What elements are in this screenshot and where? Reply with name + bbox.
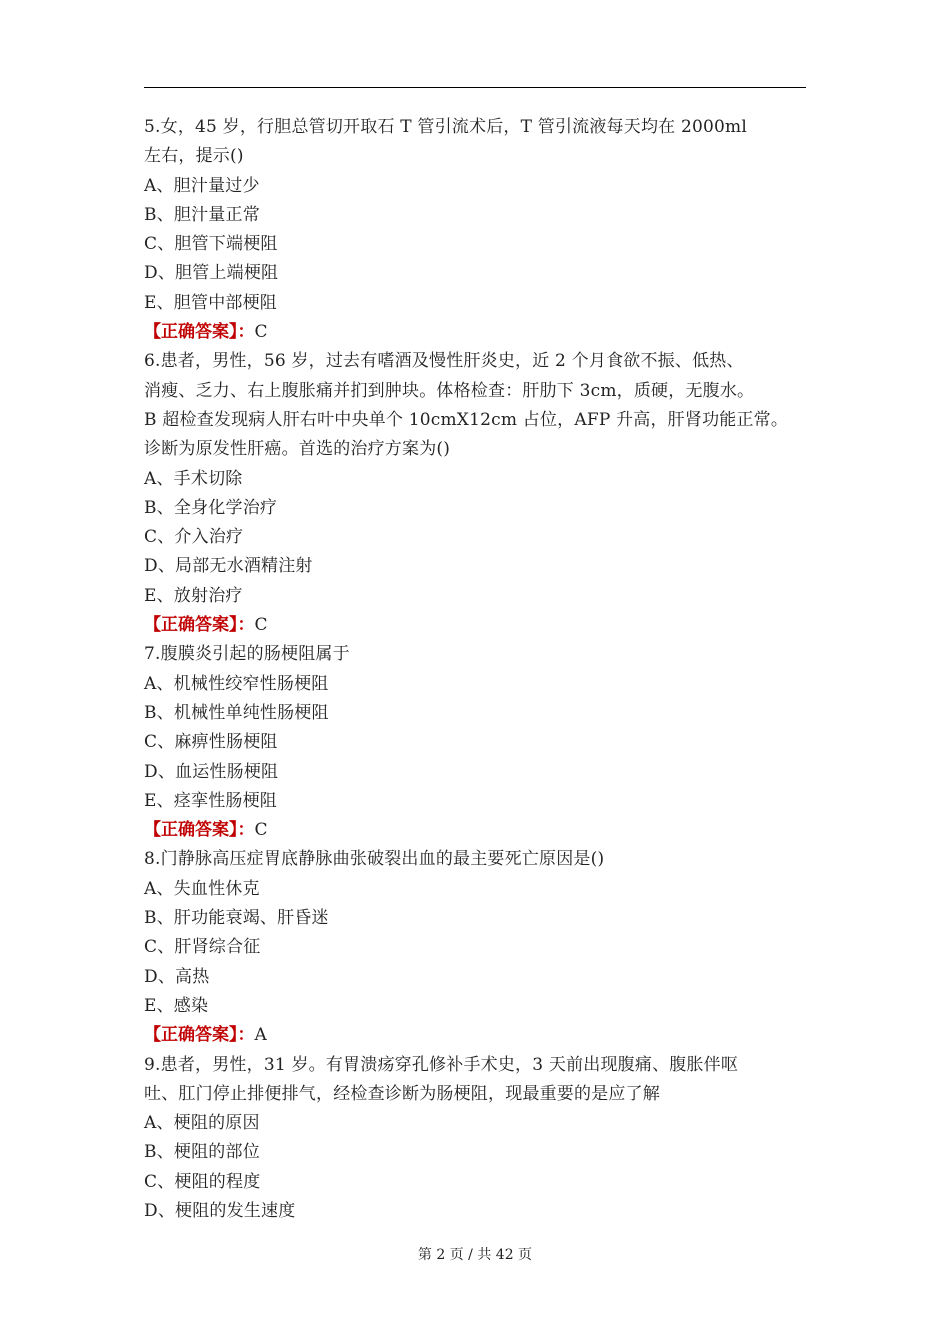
question-text-line: 7.腹膜炎引起的肠梗阻属于 <box>144 644 350 665</box>
question-text-line: 8.门静脉高压症胃底静脉曲张破裂出血的最主要死亡原因是() <box>144 849 605 870</box>
answer-value: A <box>254 1025 267 1046</box>
option-c: C、梗阻的程度 <box>144 1171 261 1192</box>
question-text-line: B 超检查发现病人肝右叶中央单个 10cmX12cm 占位，AFP 升高，肝肾功能正常。 <box>144 409 789 430</box>
question-text-line: 5.女，45 岁，行胆总管切开取石 T 管引流术后，T 管引流液每天均在 2000ml <box>144 117 747 137</box>
option-a: A、梗阻的原因 <box>144 1113 260 1134</box>
answer-value: C <box>254 615 268 636</box>
question-text-line: 诊断为原发性肝癌。首选的治疗方案为() <box>144 439 451 460</box>
option-d: D、高热 <box>144 966 210 987</box>
question-text-line: 9.患者，男性，31 岁。有胃溃疡穿孔修补手术史，3 天前出现腹痛、腹胀伴呕 <box>144 1054 739 1075</box>
option-c: C、介入治疗 <box>144 527 244 548</box>
option-e: E、痉挛性肠梗阻 <box>144 790 278 811</box>
option-b: B、梗阻的部位 <box>144 1142 260 1163</box>
option-b: B、肝功能衰竭、肝昏迷 <box>144 908 329 929</box>
question-text-line: 吐、肛门停止排便排气，经检查诊断为肠梗阻，现最重要的是应了解 <box>144 1083 660 1104</box>
option-b: B、全身化学治疗 <box>144 497 278 518</box>
answer-label: 【正确答案】： <box>144 1025 255 1046</box>
question-6 <box>144 347 816 640</box>
option-d: D、梗阻的发生速度 <box>144 1200 296 1221</box>
question-9 <box>144 1051 816 1227</box>
question-list <box>144 113 816 1226</box>
option-c: C、胆管下端梗阻 <box>144 234 278 255</box>
option-a: A、胆汁量过少 <box>144 175 260 196</box>
correct-answer <box>144 318 816 347</box>
option-d: D、血运性肠梗阻 <box>144 761 279 782</box>
correct-answer <box>144 1021 816 1050</box>
header-rule <box>144 87 806 88</box>
option-a: A、手术切除 <box>144 468 243 489</box>
option-c: C、肝肾综合征 <box>144 937 261 958</box>
answer-label: 【正确答案】： <box>144 820 255 841</box>
question-7 <box>144 640 816 845</box>
option-d: D、胆管上端梗阻 <box>144 263 279 284</box>
option-b: B、机械性单纯性肠梗阻 <box>144 702 329 723</box>
answer-label: 【正确答案】： <box>144 322 255 343</box>
question-5 <box>144 113 816 347</box>
option-e: E、放射治疗 <box>144 585 243 606</box>
question-text-line: 6.患者，男性，56 岁，过去有嗜酒及慢性肝炎史，近 2 个月食欲不振、低热、 <box>144 351 744 372</box>
option-c: C、麻痹性肠梗阻 <box>144 732 278 753</box>
question-text-line: 左右，提示() <box>144 146 244 167</box>
option-b: B、胆汁量正常 <box>144 204 260 225</box>
option-a: A、机械性绞窄性肠梗阻 <box>144 673 329 694</box>
page-footer: 第 2 页 / 共 42 页 <box>417 1247 533 1263</box>
option-e: E、胆管中部梗阻 <box>144 292 278 313</box>
option-d: D、局部无水酒精注射 <box>144 556 313 577</box>
answer-value: C <box>254 820 268 841</box>
correct-answer <box>144 611 816 640</box>
option-a: A、失血性休克 <box>144 878 260 899</box>
correct-answer <box>144 816 816 845</box>
answer-value: C <box>254 322 268 343</box>
answer-label: 【正确答案】： <box>144 615 255 636</box>
question-8 <box>144 845 816 1050</box>
option-e: E、感染 <box>144 995 209 1016</box>
question-text-line: 消瘦、乏力、右上腹胀痛并扪到肿块。体格检查：肝肋下 3cm，质硬，无腹水。 <box>144 380 755 401</box>
